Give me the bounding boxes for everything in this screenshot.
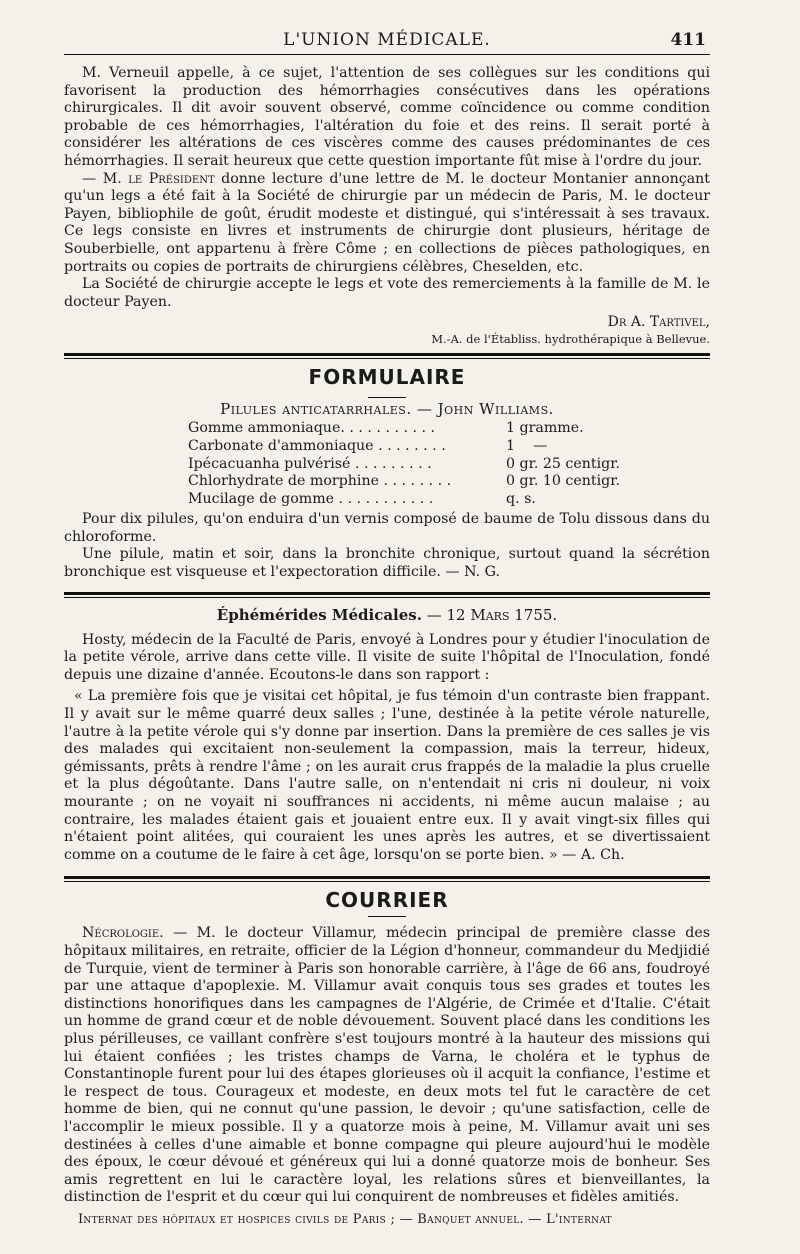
ingredient-name: Gomme ammoniaque. . . . . . . . . . . [188, 420, 436, 437]
internat-text: — Banquet annuel. — L'internat [399, 1211, 612, 1227]
ingredient-row [188, 491, 628, 509]
dosage-paragraph: Une pilule, matin et soir, dans la bronchite chronique, surtout quand la sécrétion bronchique est visqueuse et l'expectoration difficile. — N. G. [64, 546, 710, 581]
short-rule [368, 916, 406, 917]
president-prefix: — M. [82, 170, 122, 187]
necrologie-label: Nécrologie. [82, 925, 164, 942]
ingredient-row [188, 473, 628, 491]
president-paragraph [64, 171, 710, 277]
ingredient-row [188, 420, 628, 438]
ephemerides-intro: Hosty, médecin de la Faculté de Paris, envoyé à Londres pour y étudier l'inoculation de la petite vérole, arrive dans cette ville. Il visite de suite l'hôpital de l'Inoculation, fondé depuis une dizaine d'année. Ecoutons-le dans son rapport : [64, 631, 710, 683]
short-rule [368, 397, 406, 398]
recipe-title: Pilules anticatarrhales. — John Williams. [220, 400, 554, 419]
ingredient-qty: 0 gr. 25 centigr. [506, 455, 620, 472]
section-divider [64, 876, 710, 882]
ingredient-qty: q. s. [506, 490, 536, 507]
header-rule [64, 54, 710, 55]
running-head [64, 28, 710, 54]
discussion-section [64, 65, 710, 347]
ingredient-name: Carbonate d'ammoniaque . . . . . . . . [188, 437, 446, 454]
formulaire-section [64, 365, 710, 581]
section-divider [64, 353, 710, 359]
ephemerides-title: Éphémérides Médicales. [216, 605, 422, 624]
section-divider [64, 592, 710, 598]
internat-paragraph [64, 1211, 710, 1229]
signature-name: Dr A. Tartivel, [607, 314, 710, 331]
page-number: 411 [670, 30, 706, 50]
acceptance-paragraph: La Société de chirurgie accepte le legs et vote des remerciements à la famille de M. le docteur Payen. [64, 276, 710, 310]
president-title: le Président [128, 170, 215, 187]
ingredient-qty: 1 — [506, 437, 548, 454]
ingredient-qty: 0 gr. 10 centigr. [506, 473, 620, 490]
ingredient-name: Mucilage de gomme . . . . . . . . . . . [188, 490, 434, 507]
ingredient-list [188, 420, 628, 508]
formulaire-title: FORMULAIRE [308, 365, 466, 390]
ingredient-row [188, 456, 628, 474]
ephemerides-quote-block [64, 688, 710, 864]
internat-label: Internat des hôpitaux et hospices civils de Paris ; [78, 1211, 396, 1227]
ingredient-name: Chlorhydrate de morphine . . . . . . . . [188, 473, 452, 490]
journal-title: L'UNION MÉDICALE. [283, 30, 491, 50]
ephemerides-date: — 12 Mars 1755. [426, 605, 558, 624]
instructions-paragraph: Pour dix pilules, qu'on enduira d'un vernis composé de baume de Tolu dissous dans du chloroforme. [64, 511, 710, 545]
ingredient-row [188, 438, 628, 456]
courrier-title: COURRIER [325, 888, 449, 913]
signature-affiliation: M.-A. de l'Établiss. hydrothérapique à Bellevue. [431, 332, 710, 347]
ephemerides-section [64, 606, 710, 865]
document-page [64, 28, 710, 1229]
ingredient-qty: 1 gramme. [506, 420, 584, 437]
courrier-section [64, 888, 710, 1229]
ephemerides-heading [64, 606, 710, 624]
verneuil-paragraph: M. Verneuil appelle, à ce sujet, l'attention de ses collègues sur les conditions qui favorisent la production des hémorrhagies consécutives dans les opérations chirurgicales. Il dit avoir souvent observé, comme coïncidence ou comme condition probable de ces hémorrhagies, l'altération du foie et des reins. Il serait porté à considérer les altérations de ces viscères comme des causes prédominantes de ces hémorrhagies. Il serait heureux que cette question importante fût mise à l'ordre du jour. [64, 65, 710, 169]
president-text: donne lecture d'une lettre de M. le docteur Montanier annonçant qu'un legs a été fait à la Société de chirurgie par un médecin de Paris, M. le docteur Payen, bibliophile de goût, érudit modeste et distingué, qui s'intéressait à ses travaux. Ce legs consiste en livres et instruments de chirurgie dont plusieurs, héritage de Souberbielle, ont appartenu à frère Côme ; en collections de pièces pathologiques, en portraits ou copies de portraits de chirurgiens célèbres, Cheselden, etc. [64, 170, 710, 275]
necrologie-paragraph [64, 925, 710, 1207]
ingredient-name: Ipécacuanha pulvérisé . . . . . . . . . [188, 455, 432, 472]
necrologie-text: — M. le docteur Villamur, médecin principal de première classe des hôpitaux militaires, en retraite, officier de la Légion d'honneur, commandeur du Medjidié de Turquie, vient de terminer à Paris son honorable carrière, à l'âge de 66 ans, foudroyé par une attaque d'apoplexie. M. Villamur avait conquis tous ses grades et toutes les distinctions honorifiques dans les campagnes de l'Algérie, de Crimée et d'Italie. C'était un homme de grand cœur et de noble dévouement. Souvent placé dans les conditions les plus périlleuses, ce vaillant confrère s'est toujours montré à la hauteur des missions qui lui étaient confiées ; les tristes champs de Varna, le choléra et le typhus de Constantinople furent pour lui des étapes glorieuses où il acquit la confiance, l'estime et le respect de tous. Courageux et modeste, en deux mots tel fut le caractère de cet homme de bien, qui ne connut qu'une passion, le devoir ; qu'une satisfaction, celle de l'accomplir le mieux possible. Il y a quatorze mois à peine, M. Villamur avait uni ses destinées à celles d'une aimable et bonne compagne qui pleure aujourd'hui le modèle des époux, le cœur dévoué et généreux qui lui a donné quatorze mois de bonheur. Ses amis regrettent en lui le caractère loyal, les relations sûres et bienveillantes, la distinction de l'esprit et du cœur qui lui conquirent de nombreuses et fidèles amitiés. [64, 925, 710, 1206]
ephemerides-quote: « La première fois que je visitai cet hôpital, je fus témoin d'un contraste bien frappant. Il y avait sur le même quarré deux salles ; l'une, destinée à la petite vérole naturelle, l'autre à la petite vérole qui s'y donne par insertion. Dans la première de ces salles je vis des malades qui excitaient non-seulement la compassion, mais la terreur, hideux, gémissants, prêts à rendre l'âme ; on les aurait crus frappés de la maladie la plus cruelle et la plus dégoûtante. Dans l'autre salle, on n'entendait ni cris ni douleur, ni voix mourante ; on ne voyait ni souffrances ni accidents, ni même aucun malaise ; au contraire, les malades étaient gais et jouaient entre eux. Il y avait vingt-six filles qui n'étaient point alitées, qui couraient les unes après les autres, et se divertissaient comme on a coutume de le faire à cet âge, lorsqu'on se porte bien. » — A. Ch. [64, 688, 710, 863]
